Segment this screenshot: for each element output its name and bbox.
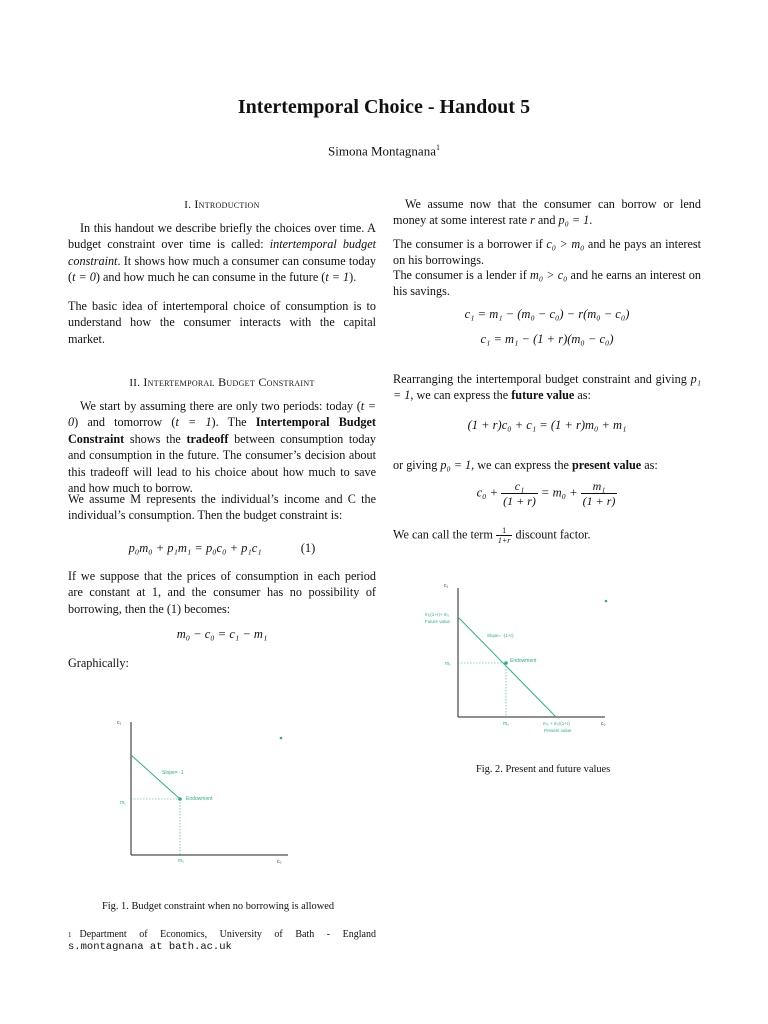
eq6-denominator-1: (1 + r) bbox=[503, 494, 536, 508]
equation-2: m₀ − c₀ = c₁ − m₁ bbox=[176, 627, 268, 641]
term-bold: present value bbox=[572, 458, 642, 472]
text-run: ) and tomorrow ( bbox=[74, 415, 176, 430]
text-run: ). bbox=[349, 270, 357, 285]
author-footnote-mark: 1 bbox=[435, 143, 440, 152]
slope-label: Slope= -(1+r) bbox=[487, 633, 514, 638]
text-run: and he pays an interest on his borrowings. bbox=[393, 237, 701, 268]
lender-paragraph bbox=[393, 267, 701, 300]
text-run: as: bbox=[641, 458, 658, 472]
slope-label: Slope= -1 bbox=[162, 770, 184, 776]
figure-1-chart bbox=[100, 712, 310, 870]
section-numeral: II. bbox=[129, 377, 141, 389]
equation-6 bbox=[393, 479, 701, 508]
footnote bbox=[68, 929, 376, 953]
discount-denominator: 1+r bbox=[497, 536, 511, 545]
section-title: Intertemporal Budget Constraint bbox=[143, 375, 315, 389]
text-run: and bbox=[534, 213, 559, 228]
equation-3: c₁ = m₁ − (m₀ − c₀) − r(m₀ − c₀) bbox=[464, 307, 630, 321]
stray-dot bbox=[280, 737, 283, 740]
term-bold: future value bbox=[511, 388, 575, 403]
y-axis-label: c₁ bbox=[444, 583, 449, 589]
budget-paragraph-3: If we suppose that the prices of consumption in each period are constant at 1, and the consumer has no possibility of borrowing, then the (1) becomes: bbox=[68, 569, 376, 616]
text-run: ) and how much he can consume in the future ( bbox=[95, 270, 326, 285]
text-run: We assume now that the consumer can borrow or lend money at some interest rate bbox=[393, 197, 701, 228]
intro-paragraph-2: The basic idea of intertemporal choice of consumption is to understand how the consumer interacts with the capital market. bbox=[68, 299, 376, 346]
author-line bbox=[0, 143, 768, 159]
stray-dot bbox=[605, 600, 608, 603]
endowment-point bbox=[178, 797, 182, 801]
math-inline: t = 1 bbox=[175, 415, 212, 430]
present-value-label: Present value bbox=[544, 728, 572, 733]
endowment-label: Endowment bbox=[510, 658, 537, 664]
text-run: , we can express the bbox=[410, 388, 512, 403]
discount-fraction bbox=[496, 526, 513, 545]
future-value-paragraph bbox=[393, 371, 701, 404]
discount-numerator: 1 bbox=[496, 526, 513, 536]
eq6-middle: = m₀ + bbox=[541, 485, 578, 500]
eq6-numerator-1: c₁ bbox=[501, 479, 538, 494]
graphically-label: Graphically: bbox=[68, 656, 129, 670]
present-intercept-label: m₀ + m₁/(1+r) bbox=[543, 721, 570, 726]
eq6-fraction-1 bbox=[501, 479, 538, 508]
eq6-numerator-2: m₁ bbox=[581, 479, 618, 494]
figure-2-chart bbox=[420, 575, 620, 735]
equation-4: c₁ = m₁ − (1 + r)(m₀ − c₀) bbox=[480, 332, 614, 346]
m0-tick-label: m₀ bbox=[178, 858, 185, 864]
text-run: discount factor. bbox=[512, 527, 591, 542]
x-axis-label: c₀ bbox=[277, 859, 282, 865]
x-axis-label: c₀ bbox=[601, 721, 606, 727]
text-run: between consumption today and consumption in the future. The consumer’s decision about this tradeoff will lead to his choice about how much to save and how much to borrow. bbox=[68, 431, 376, 496]
text-run: We can call the term bbox=[393, 527, 496, 542]
section-numeral: I. bbox=[184, 199, 192, 211]
equation-body: p₀m₀ + p₁m₁ = p₀c₀ + p₁c₁ bbox=[128, 541, 262, 555]
math-inline: t = 0 bbox=[72, 270, 96, 285]
present-value-paragraph bbox=[393, 457, 701, 473]
discount-factor-paragraph bbox=[393, 526, 701, 545]
figure-1-caption: Fig. 1. Budget constraint when no borrowing is allowed bbox=[102, 901, 335, 912]
text-run: The consumer is a lender if bbox=[393, 268, 531, 282]
eq6-lhs: c₀ + bbox=[476, 485, 499, 500]
footnote-line bbox=[68, 929, 376, 941]
term-bold: Intertemporal Budget Constraint bbox=[68, 415, 376, 446]
author-name: Simona Montagnana bbox=[328, 143, 436, 159]
math-inline: p₀ = 1 bbox=[440, 458, 472, 472]
future-intercept-label: m₁(1+r)+ m₁ bbox=[425, 612, 450, 617]
math-inline: p₁ = 1 bbox=[393, 372, 701, 403]
equation-5: (1 + r)c₀ + c₁ = (1 + r)m₀ + m₁ bbox=[467, 418, 627, 432]
future-value-label: Future value bbox=[425, 619, 451, 624]
y-axis-label: c₁ bbox=[117, 720, 122, 726]
borrower-paragraph bbox=[393, 236, 701, 269]
equation-number: (1) bbox=[300, 541, 316, 555]
math-inline: p₀ = 1 bbox=[558, 213, 590, 228]
right-paragraph-1 bbox=[393, 196, 701, 229]
section-title: Introduction bbox=[194, 197, 260, 211]
text-run: ). The bbox=[211, 415, 256, 430]
term-emphasis: intertemporal budget constraint bbox=[68, 237, 377, 268]
budget-line bbox=[458, 617, 556, 717]
intro-paragraph-1 bbox=[68, 220, 376, 286]
budget-line bbox=[131, 755, 180, 799]
text-run: or giving bbox=[393, 458, 441, 472]
footnote-mark: 1 bbox=[68, 931, 72, 939]
equation-1 bbox=[68, 541, 376, 556]
text-run: The consumer is a borrower if bbox=[393, 237, 547, 251]
paper-title: Intertemporal Choice - Handout 5 bbox=[237, 96, 531, 118]
text-run: . It shows how much a consumer can consume today ( bbox=[68, 253, 376, 285]
math-inline: t = 0 bbox=[68, 399, 376, 430]
m1-tick-label: m₁ bbox=[120, 800, 126, 806]
text-run: Rearranging the intertemporal budget constraint and giving bbox=[393, 372, 691, 386]
math-inline: r bbox=[530, 213, 535, 228]
section-heading-introduction bbox=[68, 197, 376, 212]
text-run: shows the bbox=[124, 431, 187, 446]
endowment-point bbox=[504, 661, 508, 665]
eq6-fraction-2 bbox=[581, 479, 618, 508]
eq6-denominator-2: (1 + r) bbox=[582, 494, 616, 508]
m0-tick-label: m₀ bbox=[503, 721, 510, 727]
section-heading-budget-constraint bbox=[68, 375, 376, 390]
footnote-affiliation: Department of Economics, University of Bath - England bbox=[79, 929, 376, 940]
math-inline: t = 1 bbox=[325, 270, 350, 285]
figure-2-caption: Fig. 2. Present and future values bbox=[476, 764, 611, 775]
text-run: In this handout we describe briefly the choices over time. A budget constraint over time is called: bbox=[68, 221, 376, 252]
footnote-email: s.montagnana at bath.ac.uk bbox=[68, 941, 232, 953]
endowment-label: Endowment bbox=[186, 796, 213, 802]
term-bold: tradeoff bbox=[186, 431, 229, 446]
text-run: . bbox=[589, 213, 593, 228]
text-run: and he earns an interest on his savings. bbox=[393, 268, 701, 299]
m1-tick-label: m₁ bbox=[445, 661, 451, 667]
math-inline: m₀ > c₀ bbox=[530, 268, 568, 282]
text-run: , we can express the bbox=[471, 458, 573, 472]
math-inline: c₀ > m₀ bbox=[546, 237, 585, 251]
budget-paragraph-1 bbox=[68, 398, 376, 496]
text-run: as: bbox=[574, 388, 591, 403]
budget-paragraph-2: We assume M represents the individual’s income and C the individual’s consumption. Then the budget constraint is: bbox=[68, 492, 376, 523]
text-run: We start by assuming there are only two periods: today ( bbox=[80, 399, 361, 413]
